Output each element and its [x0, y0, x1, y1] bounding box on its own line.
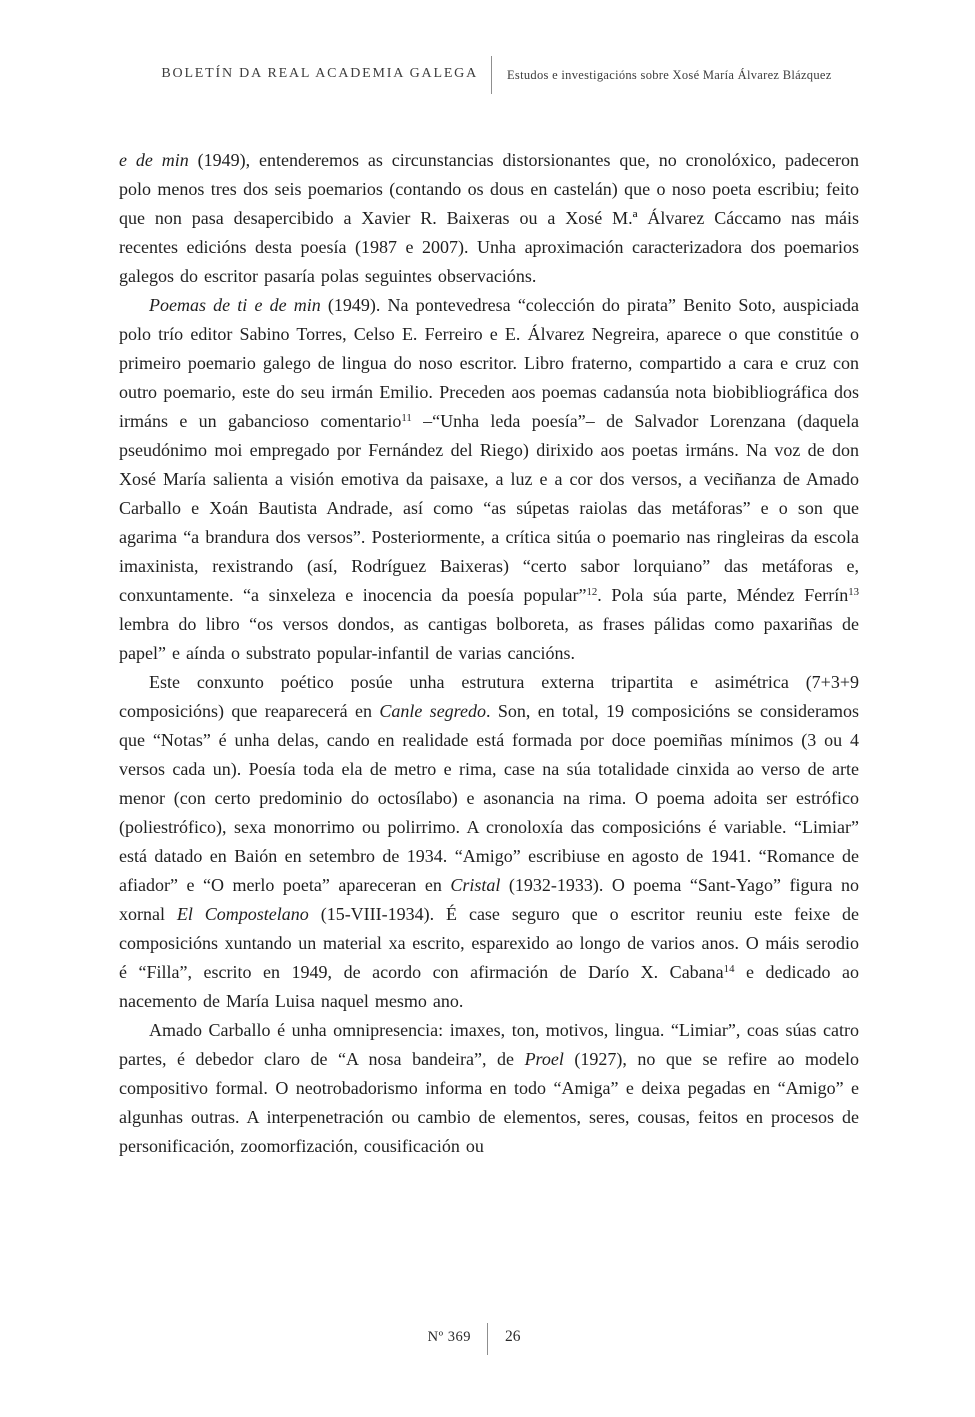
page-header: [0, 55, 975, 97]
issue-number: Nº 369: [427, 1329, 471, 1345]
body-paragraph-3: Este conxunto poético posúe unha estrutura externa tripartita e asimétrica (7+3+9 composicións) que reaparecerá en Canle segredo. Son, en total, 19 composicións se consideramos que “Notas” é unha delas, cando en realidade está formada por doce poemiñas mínimos (3 ou 4 versos cada un). Poesía toda ela de metro e rima, case na súa totalidade cinxida ao verso de arte menor (con certo predominio do octosílabo) e asonancia na rima. O poema adoita ser estrófico (poliestrófico), sexa monorrimo ou polirrimo. A cronoloxía das composicións é variable. “Limiar” está datado en Baión en setembro de 1934. “Amigo” escribiuse en agosto de 1941. “Romance de afiador” e “O merlo poeta” apareceran en Cristal (1932-1933). O poema “Sant-Yago” figura no xornal El Compostelano (15-VIII-1934). É case seguro que o escritor reuniu este feixe de composicións xuntando un material xa escrito, esparexido ao longo de varios anos. O máis serodio é “Filla”, escrito en 1949, de acordo con afirmación de Darío X. Cabana$^{14}$ e dedicado ao nacemento de María Luisa naquel mesmo ano.: [119, 672, 860, 1011]
footer-divider: [487, 1323, 488, 1355]
body-paragraph-2: Poemas de ti e de min (1949). Na pontevedresa “colección do pirata” Benito Soto, auspiciada polo trío editor Sabino Torres, Celso E. Ferreiro e E. Álvarez Negreira, aparece o que constitúe o primeiro poemario galego de lingua do noso escritor. Libro fraterno, compartido a cara e cruz con outro poemario, este do seu irmán Emilio. Preceden aos poemas cadansúa nota biobibliográfica dos irmáns e un gabancioso comentario$^{11}$ –“Unha leda poesía”– de Salvador Lorenzana (daquela pseudónimo moi empregado por Fernández del Riego) dirixido aos poetas irmáns. Na voz de don Xosé María salienta a visión emotiva da paisaxe, a luz e a cor dos versos, a veciñanza de Amado Carballo e Xoán Bautista Andrade, así como “as súpetas raiolas das metáforas” e o son que agarima “a brandura dos versos”. Posteriormente, a crítica sitúa o poemario nas ringleiras da escola imaxinista, rexistrando (así, Rodríguez Baixeras) “certo sabor lorquiano” das metáforas e, conxuntamente. “a sinxeleza e inocencia da poesía popular”$^{12}$. Pola súa parte, Méndez Ferrín$^{13}$ lembra do libro “os versos dondos, as cantigas bolboreta, as frases pálidas como paxariñas de papel” e aínda o substrato popular-infantil de varias cancións.: [119, 295, 859, 663]
body-paragraph-1: e de min (1949), entenderemos as circunstancias distorsionantes que, no cronolóxico, padeceron polo menos tres dos seis poemarios (contando os dous en castelán) que o noso poeta escribiu; feito que non pasa desapercibido a Xavier R. Baixeras ou a Xosé M.ª Álvarez Cáccamo nas máis recentes edicións desta poesía (1987 e 2007). Unha aproximación caracterizadora dos poemarios galegos do escritor pasaría polas seguintes observacións.: [119, 150, 859, 286]
page-footer: [0, 1322, 975, 1358]
section-title: Estudos e investigacións sobre Xosé María Álvarez Blázquez: [507, 68, 832, 82]
page-number: 26: [505, 1328, 521, 1345]
article-body: [119, 146, 859, 1161]
body-paragraph-4: Amado Carballo é unha omnipresencia: imaxes, ton, motivos, lingua. “Limiar”, coas súas catro partes, é debedor claro de “A nosa bandeira”, de Proel (1927), no que se refire ao modelo compositivo formal. O neotrobadorismo informa en todo “Amiga” e deixa pegadas en “Amigo” e algunhas outras. A interpenetración ou cambio de elementos, seres, cousas, feitos en procesos de personificación, zoomorfización, cousificación ou: [119, 1020, 859, 1156]
journal-title: BOLETÍN DA REAL ACADEMIA GALEGA: [161, 66, 478, 81]
header-divider: [491, 56, 492, 94]
